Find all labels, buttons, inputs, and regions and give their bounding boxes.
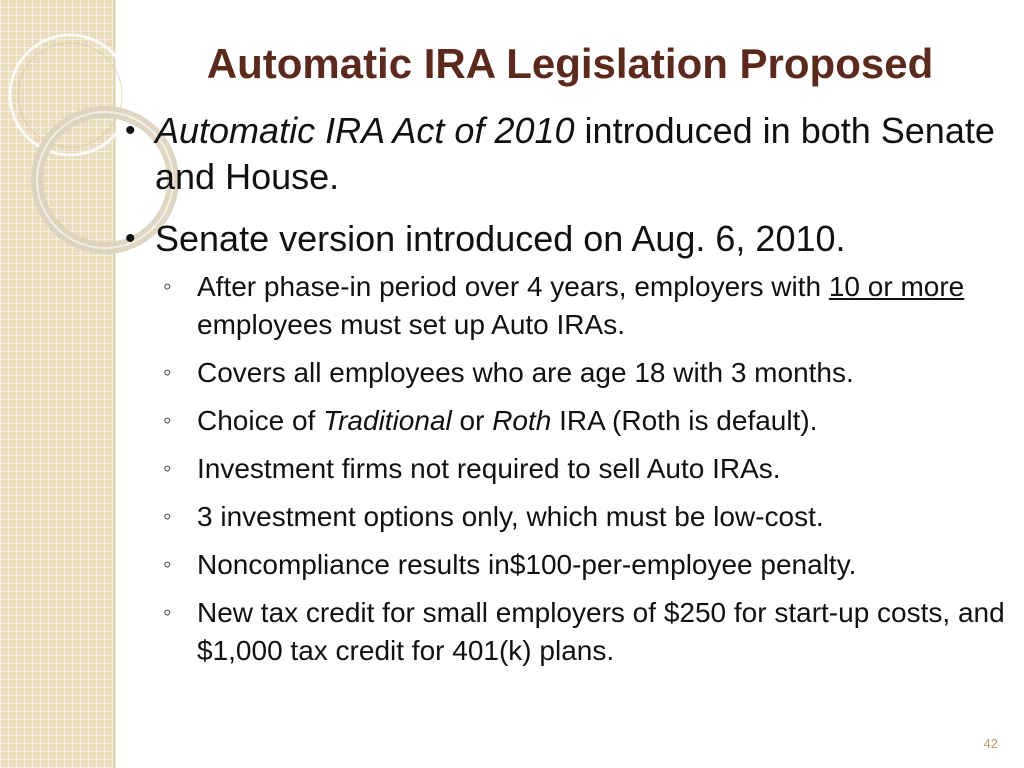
bullet-text: introduced in both Senate and House. [155, 110, 995, 197]
sub-bullet-item [125, 268, 1005, 344]
sub-bullet-item [125, 354, 1005, 392]
sub-bullet-marker: ◦ [163, 359, 172, 386]
ira-type-traditional: Traditional [323, 405, 452, 436]
sub-bullet-item [125, 498, 1005, 536]
slide-number: 42 [983, 736, 998, 751]
bullet-marker: • [125, 222, 136, 255]
slide-content [125, 108, 1005, 680]
sub-bullet-text: Investment firms not required to sell Auto IRAs. [197, 453, 781, 484]
sub-bullet-text: employees must set up Auto IRAs. [197, 309, 625, 340]
sub-bullet-text: Choice of [197, 405, 324, 436]
sub-bullet-text: Noncompliance results in$100-per-employee penalty. [197, 549, 857, 580]
slide-title: Automatic IRA Legislation Proposed [206, 40, 934, 87]
sub-bullet-item [125, 402, 1005, 440]
act-name: Automatic IRA Act of 2010 [155, 110, 575, 151]
sub-bullet-marker: ◦ [163, 407, 172, 434]
sub-bullet-marker: ◦ [163, 503, 172, 530]
sub-bullet-item [125, 594, 1005, 670]
bullet-marker: • [125, 114, 136, 147]
sub-bullet-text: New tax credit for small employers of $250 for start-up costs, and $1,000 tax credit for 401(k) plans. [197, 597, 1005, 666]
sub-bullet-item [125, 546, 1005, 584]
ira-type-roth: Roth [492, 405, 552, 436]
underlined-threshold: 10 or more [828, 271, 965, 302]
bullet-item [125, 216, 1005, 262]
sub-bullet-text: 3 investment options only, which must be low-cost. [197, 501, 824, 532]
sub-bullet-marker: ◦ [163, 273, 172, 300]
sub-bullet-marker: ◦ [163, 551, 172, 578]
bullet-item [125, 108, 1005, 200]
bullet-text: Senate version introduced on Aug. 6, 2010. [155, 218, 846, 259]
sub-bullet-text: IRA (Roth is default). [551, 405, 818, 436]
sub-bullet-text: Covers all employees who are age 18 with 3 months. [197, 357, 854, 388]
sub-bullet-text: After phase-in period over 4 years, employers with [197, 271, 829, 302]
sub-bullet-marker: ◦ [163, 599, 172, 626]
sub-bullet-text: or [451, 405, 493, 436]
sub-bullet-marker: ◦ [163, 455, 172, 482]
sub-bullet-item [125, 450, 1005, 488]
